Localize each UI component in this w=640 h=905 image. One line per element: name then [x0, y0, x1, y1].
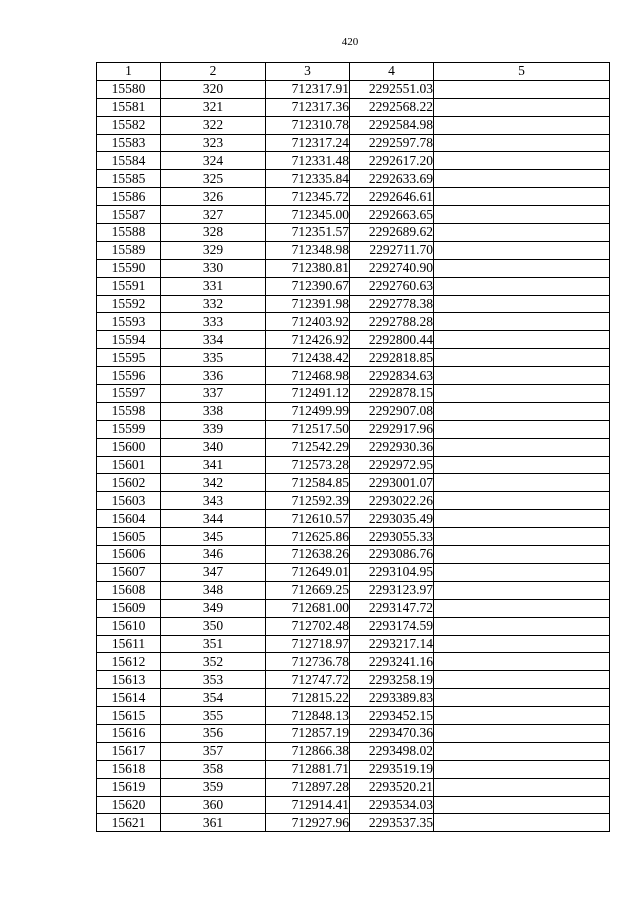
- sequence-cell: 327: [161, 206, 266, 224]
- sequence-cell: 338: [161, 402, 266, 420]
- sequence-cell: 339: [161, 420, 266, 438]
- y-coordinate-cell: 2292663.65: [350, 206, 434, 224]
- y-coordinate-cell: 2292778.38: [350, 295, 434, 313]
- x-coordinate-cell: 712426.92: [266, 331, 350, 349]
- x-coordinate-cell: 712881.71: [266, 760, 350, 778]
- table-row: [97, 385, 610, 403]
- table-row: [97, 546, 610, 564]
- sequence-cell: 350: [161, 617, 266, 635]
- notes-cell: [434, 438, 610, 456]
- table-row: [97, 206, 610, 224]
- table-row: [97, 707, 610, 725]
- sequence-cell: 358: [161, 760, 266, 778]
- y-coordinate-cell: 2292597.78: [350, 134, 434, 152]
- column-header-4: 4: [350, 63, 434, 81]
- notes-cell: [434, 134, 610, 152]
- y-coordinate-cell: 2293086.76: [350, 546, 434, 564]
- x-coordinate-cell: 712491.12: [266, 385, 350, 403]
- table-row: [97, 367, 610, 385]
- table-header-row: [97, 63, 610, 81]
- table-row: [97, 80, 610, 98]
- table-row: [97, 116, 610, 134]
- y-coordinate-cell: 2292740.90: [350, 259, 434, 277]
- x-coordinate-cell: 712702.48: [266, 617, 350, 635]
- x-coordinate-cell: 712317.24: [266, 134, 350, 152]
- table-row: [97, 778, 610, 796]
- x-coordinate-cell: 712317.36: [266, 98, 350, 116]
- table-row: [97, 98, 610, 116]
- point-id-cell: 15585: [97, 170, 161, 188]
- notes-cell: [434, 474, 610, 492]
- table-row: [97, 402, 610, 420]
- sequence-cell: 343: [161, 492, 266, 510]
- sequence-cell: 324: [161, 152, 266, 170]
- sequence-cell: 351: [161, 635, 266, 653]
- y-coordinate-cell: 2292907.08: [350, 402, 434, 420]
- notes-cell: [434, 331, 610, 349]
- x-coordinate-cell: 712573.28: [266, 456, 350, 474]
- x-coordinate-cell: 712718.97: [266, 635, 350, 653]
- x-coordinate-cell: 712736.78: [266, 653, 350, 671]
- sequence-cell: 323: [161, 134, 266, 152]
- table-row: [97, 438, 610, 456]
- x-coordinate-cell: 712649.01: [266, 563, 350, 581]
- sequence-cell: 320: [161, 80, 266, 98]
- notes-cell: [434, 742, 610, 760]
- notes-cell: [434, 689, 610, 707]
- x-coordinate-cell: 712345.72: [266, 188, 350, 206]
- y-coordinate-cell: 2293534.03: [350, 796, 434, 814]
- table-row: [97, 492, 610, 510]
- point-id-cell: 15606: [97, 546, 161, 564]
- x-coordinate-cell: 712927.96: [266, 814, 350, 832]
- sequence-cell: 359: [161, 778, 266, 796]
- point-id-cell: 15589: [97, 241, 161, 259]
- sequence-cell: 328: [161, 224, 266, 242]
- sequence-cell: 331: [161, 277, 266, 295]
- notes-cell: [434, 671, 610, 689]
- point-id-cell: 15621: [97, 814, 161, 832]
- point-id-cell: 15586: [97, 188, 161, 206]
- point-id-cell: 15611: [97, 635, 161, 653]
- notes-cell: [434, 188, 610, 206]
- sequence-cell: 345: [161, 528, 266, 546]
- table-row: [97, 456, 610, 474]
- point-id-cell: 15595: [97, 349, 161, 367]
- x-coordinate-cell: 712390.67: [266, 277, 350, 295]
- y-coordinate-cell: 2292617.20: [350, 152, 434, 170]
- point-id-cell: 15590: [97, 259, 161, 277]
- sequence-cell: 332: [161, 295, 266, 313]
- point-id-cell: 15583: [97, 134, 161, 152]
- notes-cell: [434, 80, 610, 98]
- x-coordinate-cell: 712638.26: [266, 546, 350, 564]
- notes-cell: [434, 402, 610, 420]
- notes-cell: [434, 581, 610, 599]
- sequence-cell: 355: [161, 707, 266, 725]
- table-row: [97, 170, 610, 188]
- notes-cell: [434, 241, 610, 259]
- notes-cell: [434, 546, 610, 564]
- sequence-cell: 334: [161, 331, 266, 349]
- x-coordinate-cell: 712857.19: [266, 724, 350, 742]
- point-id-cell: 15614: [97, 689, 161, 707]
- y-coordinate-cell: 2293123.97: [350, 581, 434, 599]
- y-coordinate-cell: 2293174.59: [350, 617, 434, 635]
- notes-cell: [434, 456, 610, 474]
- page-number: 420: [341, 36, 359, 48]
- table-row: [97, 563, 610, 581]
- table-row: [97, 188, 610, 206]
- notes-cell: [434, 98, 610, 116]
- sequence-cell: 342: [161, 474, 266, 492]
- x-coordinate-cell: 712468.98: [266, 367, 350, 385]
- x-coordinate-cell: 712584.85: [266, 474, 350, 492]
- point-id-cell: 15598: [97, 402, 161, 420]
- point-id-cell: 15594: [97, 331, 161, 349]
- sequence-cell: 360: [161, 796, 266, 814]
- table-body: [97, 80, 610, 831]
- point-id-cell: 15599: [97, 420, 161, 438]
- x-coordinate-cell: 712380.81: [266, 259, 350, 277]
- sequence-cell: 326: [161, 188, 266, 206]
- x-coordinate-cell: 712499.99: [266, 402, 350, 420]
- column-header-3: 3: [266, 63, 350, 81]
- y-coordinate-cell: 2292800.44: [350, 331, 434, 349]
- notes-cell: [434, 760, 610, 778]
- table-row: [97, 474, 610, 492]
- table-row: [97, 671, 610, 689]
- table-row: [97, 510, 610, 528]
- y-coordinate-cell: 2293389.83: [350, 689, 434, 707]
- notes-cell: [434, 724, 610, 742]
- sequence-cell: 340: [161, 438, 266, 456]
- point-id-cell: 15584: [97, 152, 161, 170]
- notes-cell: [434, 206, 610, 224]
- notes-cell: [434, 152, 610, 170]
- y-coordinate-cell: 2293537.35: [350, 814, 434, 832]
- table-row: [97, 259, 610, 277]
- notes-cell: [434, 313, 610, 331]
- table-row: [97, 241, 610, 259]
- y-coordinate-cell: 2293452.15: [350, 707, 434, 725]
- y-coordinate-cell: 2292551.03: [350, 80, 434, 98]
- table-row: [97, 224, 610, 242]
- x-coordinate-cell: 712681.00: [266, 599, 350, 617]
- x-coordinate-cell: 712625.86: [266, 528, 350, 546]
- table-row: [97, 349, 610, 367]
- notes-cell: [434, 510, 610, 528]
- notes-cell: [434, 599, 610, 617]
- y-coordinate-cell: 2292972.95: [350, 456, 434, 474]
- point-id-cell: 15605: [97, 528, 161, 546]
- x-coordinate-cell: 712848.13: [266, 707, 350, 725]
- point-id-cell: 15593: [97, 313, 161, 331]
- point-id-cell: 15601: [97, 456, 161, 474]
- notes-cell: [434, 349, 610, 367]
- notes-cell: [434, 277, 610, 295]
- notes-cell: [434, 617, 610, 635]
- point-id-cell: 15604: [97, 510, 161, 528]
- point-id-cell: 15603: [97, 492, 161, 510]
- point-id-cell: 15600: [97, 438, 161, 456]
- notes-cell: [434, 420, 610, 438]
- sequence-cell: 322: [161, 116, 266, 134]
- table-row: [97, 295, 610, 313]
- point-id-cell: 15591: [97, 277, 161, 295]
- sequence-cell: 325: [161, 170, 266, 188]
- sequence-cell: 333: [161, 313, 266, 331]
- notes-cell: [434, 224, 610, 242]
- y-coordinate-cell: 2292930.36: [350, 438, 434, 456]
- point-id-cell: 15602: [97, 474, 161, 492]
- notes-cell: [434, 492, 610, 510]
- table-row: [97, 653, 610, 671]
- point-id-cell: 15582: [97, 116, 161, 134]
- x-coordinate-cell: 712351.57: [266, 224, 350, 242]
- coordinates-table: [96, 62, 610, 832]
- notes-cell: [434, 563, 610, 581]
- point-id-cell: 15618: [97, 760, 161, 778]
- point-id-cell: 15616: [97, 724, 161, 742]
- point-id-cell: 15580: [97, 80, 161, 98]
- sequence-cell: 335: [161, 349, 266, 367]
- y-coordinate-cell: 2292818.85: [350, 349, 434, 367]
- sequence-cell: 356: [161, 724, 266, 742]
- point-id-cell: 15597: [97, 385, 161, 403]
- sequence-cell: 329: [161, 241, 266, 259]
- y-coordinate-cell: 2293147.72: [350, 599, 434, 617]
- table-row: [97, 331, 610, 349]
- y-coordinate-cell: 2292834.63: [350, 367, 434, 385]
- sequence-cell: 348: [161, 581, 266, 599]
- table-row: [97, 528, 610, 546]
- y-coordinate-cell: 2293258.19: [350, 671, 434, 689]
- sequence-cell: 361: [161, 814, 266, 832]
- point-id-cell: 15608: [97, 581, 161, 599]
- table-row: [97, 814, 610, 832]
- sequence-cell: 321: [161, 98, 266, 116]
- notes-cell: [434, 367, 610, 385]
- table-row: [97, 617, 610, 635]
- notes-cell: [434, 707, 610, 725]
- notes-cell: [434, 796, 610, 814]
- sequence-cell: 347: [161, 563, 266, 581]
- column-header-2: 2: [161, 63, 266, 81]
- table-row: [97, 277, 610, 295]
- notes-cell: [434, 635, 610, 653]
- point-id-cell: 15592: [97, 295, 161, 313]
- notes-cell: [434, 116, 610, 134]
- y-coordinate-cell: 2292584.98: [350, 116, 434, 134]
- notes-cell: [434, 259, 610, 277]
- table-row: [97, 635, 610, 653]
- y-coordinate-cell: 2292788.28: [350, 313, 434, 331]
- y-coordinate-cell: 2293498.02: [350, 742, 434, 760]
- y-coordinate-cell: 2292689.62: [350, 224, 434, 242]
- x-coordinate-cell: 712747.72: [266, 671, 350, 689]
- point-id-cell: 15620: [97, 796, 161, 814]
- notes-cell: [434, 295, 610, 313]
- y-coordinate-cell: 2293241.16: [350, 653, 434, 671]
- y-coordinate-cell: 2293104.95: [350, 563, 434, 581]
- sequence-cell: 336: [161, 367, 266, 385]
- y-coordinate-cell: 2292568.22: [350, 98, 434, 116]
- x-coordinate-cell: 712438.42: [266, 349, 350, 367]
- x-coordinate-cell: 712345.00: [266, 206, 350, 224]
- y-coordinate-cell: 2292878.15: [350, 385, 434, 403]
- point-id-cell: 15610: [97, 617, 161, 635]
- notes-cell: [434, 653, 610, 671]
- y-coordinate-cell: 2292646.61: [350, 188, 434, 206]
- x-coordinate-cell: 712403.92: [266, 313, 350, 331]
- x-coordinate-cell: 712310.78: [266, 116, 350, 134]
- y-coordinate-cell: 2292917.96: [350, 420, 434, 438]
- point-id-cell: 15609: [97, 599, 161, 617]
- x-coordinate-cell: 712815.22: [266, 689, 350, 707]
- x-coordinate-cell: 712317.91: [266, 80, 350, 98]
- notes-cell: [434, 778, 610, 796]
- x-coordinate-cell: 712517.50: [266, 420, 350, 438]
- table-row: [97, 796, 610, 814]
- x-coordinate-cell: 712348.98: [266, 241, 350, 259]
- table-row: [97, 152, 610, 170]
- point-id-cell: 15587: [97, 206, 161, 224]
- sequence-cell: 349: [161, 599, 266, 617]
- sequence-cell: 352: [161, 653, 266, 671]
- point-id-cell: 15619: [97, 778, 161, 796]
- notes-cell: [434, 814, 610, 832]
- sequence-cell: 346: [161, 546, 266, 564]
- sequence-cell: 353: [161, 671, 266, 689]
- point-id-cell: 15613: [97, 671, 161, 689]
- y-coordinate-cell: 2293001.07: [350, 474, 434, 492]
- table-row: [97, 724, 610, 742]
- y-coordinate-cell: 2292711.70: [350, 241, 434, 259]
- sequence-cell: 344: [161, 510, 266, 528]
- notes-cell: [434, 385, 610, 403]
- x-coordinate-cell: 712610.57: [266, 510, 350, 528]
- column-header-5: 5: [434, 63, 610, 81]
- column-header-1: 1: [97, 63, 161, 81]
- notes-cell: [434, 170, 610, 188]
- y-coordinate-cell: 2292760.63: [350, 277, 434, 295]
- point-id-cell: 15617: [97, 742, 161, 760]
- x-coordinate-cell: 712669.25: [266, 581, 350, 599]
- point-id-cell: 15607: [97, 563, 161, 581]
- x-coordinate-cell: 712897.28: [266, 778, 350, 796]
- table-row: [97, 134, 610, 152]
- x-coordinate-cell: 712391.98: [266, 295, 350, 313]
- sequence-cell: 357: [161, 742, 266, 760]
- sequence-cell: 354: [161, 689, 266, 707]
- point-id-cell: 15588: [97, 224, 161, 242]
- point-id-cell: 15596: [97, 367, 161, 385]
- y-coordinate-cell: 2293055.33: [350, 528, 434, 546]
- y-coordinate-cell: 2293470.36: [350, 724, 434, 742]
- sequence-cell: 330: [161, 259, 266, 277]
- x-coordinate-cell: 712542.29: [266, 438, 350, 456]
- sequence-cell: 337: [161, 385, 266, 403]
- table-row: [97, 742, 610, 760]
- point-id-cell: 15581: [97, 98, 161, 116]
- y-coordinate-cell: 2292633.69: [350, 170, 434, 188]
- table-row: [97, 599, 610, 617]
- x-coordinate-cell: 712592.39: [266, 492, 350, 510]
- y-coordinate-cell: 2293035.49: [350, 510, 434, 528]
- point-id-cell: 15615: [97, 707, 161, 725]
- table-row: [97, 689, 610, 707]
- table-row: [97, 313, 610, 331]
- point-id-cell: 15612: [97, 653, 161, 671]
- x-coordinate-cell: 712331.48: [266, 152, 350, 170]
- x-coordinate-cell: 712914.41: [266, 796, 350, 814]
- y-coordinate-cell: 2293519.19: [350, 760, 434, 778]
- sequence-cell: 341: [161, 456, 266, 474]
- table-row: [97, 420, 610, 438]
- x-coordinate-cell: 712335.84: [266, 170, 350, 188]
- table-row: [97, 581, 610, 599]
- notes-cell: [434, 528, 610, 546]
- table-row: [97, 760, 610, 778]
- y-coordinate-cell: 2293217.14: [350, 635, 434, 653]
- y-coordinate-cell: 2293022.26: [350, 492, 434, 510]
- y-coordinate-cell: 2293520.21: [350, 778, 434, 796]
- x-coordinate-cell: 712866.38: [266, 742, 350, 760]
